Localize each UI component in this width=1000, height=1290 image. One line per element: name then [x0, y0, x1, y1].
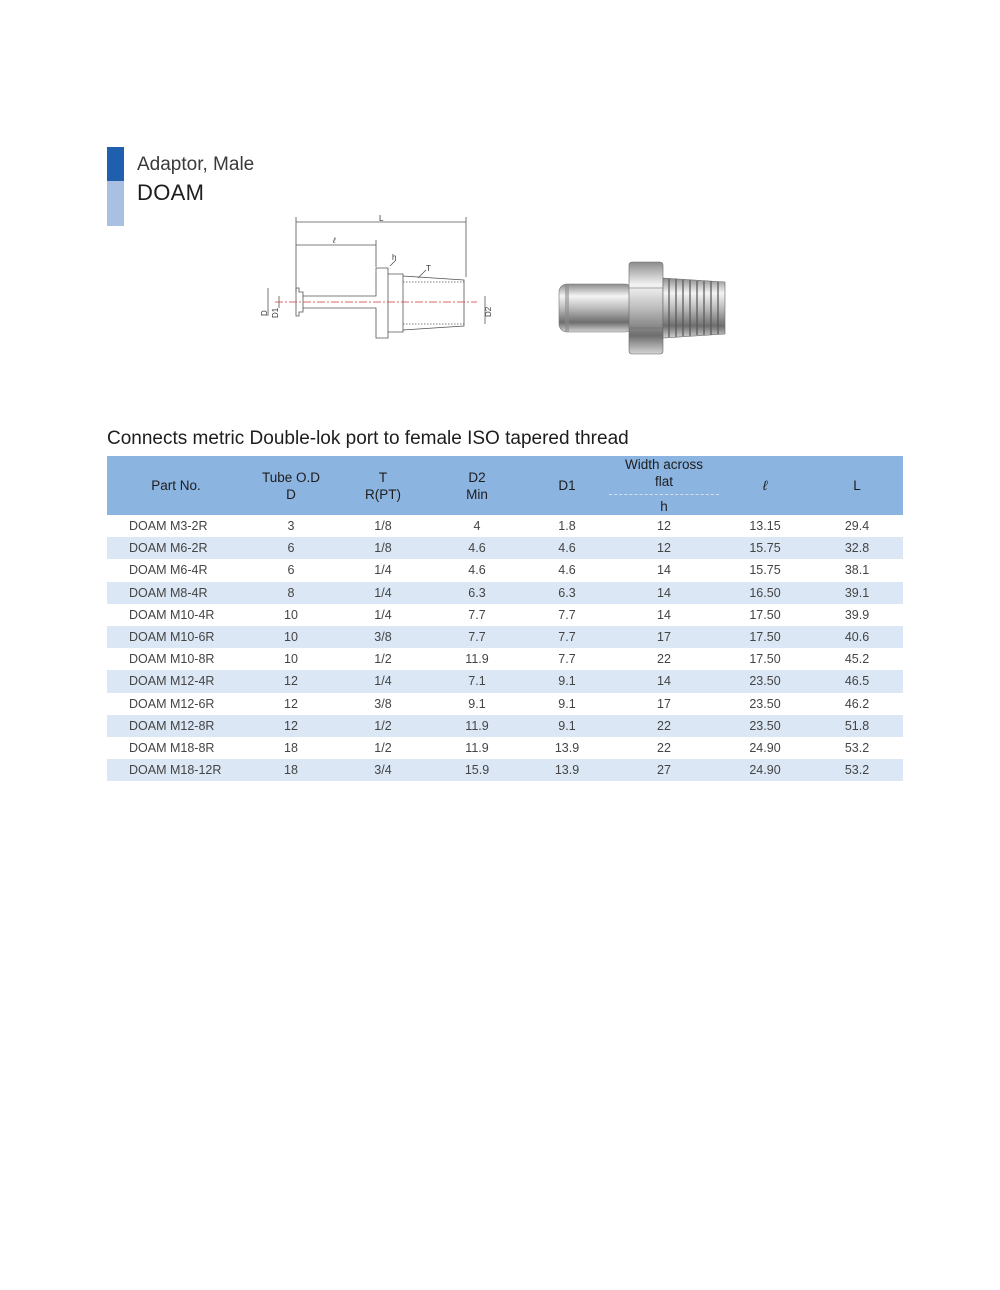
cell-d1: 4.6 — [525, 537, 609, 559]
cell-d2: 11.9 — [465, 740, 489, 755]
label-l: ℓ — [333, 236, 336, 245]
cell-d1: 9.1 — [558, 696, 576, 711]
section-description: Connects metric Double-lok port to female ISO tapered thread — [107, 428, 629, 449]
cell-tube-od: 10 — [284, 607, 298, 622]
fitting-outline — [296, 268, 464, 338]
header-t — [337, 456, 429, 515]
tube-stub — [559, 284, 633, 332]
table-row — [107, 626, 903, 648]
product-photo — [555, 258, 730, 358]
label-h: h — [392, 253, 397, 262]
table-row — [107, 715, 903, 737]
header-tube-od — [245, 456, 337, 515]
cell-width: 14 — [657, 563, 671, 578]
cell-l-small: 17.50 — [749, 652, 781, 667]
cell-part-no: DOAM M10-4R — [129, 607, 215, 622]
cell-t: 1/8 — [374, 519, 392, 534]
cell-l-small: 17.50 — [719, 626, 811, 648]
cell-tube-od: 10 — [245, 626, 337, 648]
cell-l-big: 53.2 — [844, 740, 870, 755]
table-row — [107, 670, 903, 692]
cell-t: 1/2 — [374, 652, 392, 667]
header-tube-od-label: Tube O.D — [261, 469, 321, 485]
cell-l-big: 53.2 — [811, 759, 903, 781]
header-l-small — [719, 456, 811, 515]
header-d2 — [429, 456, 525, 515]
cell-width: 17 — [609, 626, 719, 648]
cell-l-big: 40.6 — [811, 626, 903, 648]
cell-width: 12 — [609, 537, 719, 559]
header-l-big — [811, 456, 903, 515]
cell-l-big: 39.9 — [844, 607, 870, 622]
cell-tube-od: 10 — [284, 652, 298, 667]
cell-d2: 7.7 — [429, 626, 525, 648]
hex-body — [629, 262, 663, 354]
cell-l-big: 51.8 — [811, 715, 903, 737]
header-l-small-label: ℓ — [762, 478, 768, 493]
label-D2: D2 — [484, 306, 493, 317]
cell-l-small: 16.50 — [719, 582, 811, 604]
cell-width: 27 — [609, 759, 719, 781]
cell-d2: 15.9 — [429, 759, 525, 781]
cell-d2: 4 — [473, 519, 481, 534]
cell-t: 1/8 — [337, 537, 429, 559]
table-row — [107, 648, 903, 670]
table-row — [107, 537, 903, 559]
cell-width: 22 — [609, 715, 719, 737]
cell-d1: 1.8 — [558, 519, 576, 534]
cell-d1: 13.9 — [525, 759, 609, 781]
cell-d2: 7.1 — [429, 670, 525, 692]
cell-width: 14 — [609, 582, 719, 604]
header-d1 — [525, 456, 609, 515]
cell-t: 1/4 — [374, 563, 392, 578]
cell-tube-od: 12 — [284, 696, 298, 711]
header-width — [609, 456, 719, 515]
threaded-end — [663, 278, 725, 338]
cell-l-big: 45.2 — [844, 652, 870, 667]
cell-tube-od: 6 — [245, 537, 337, 559]
cell-l-small: 24.90 — [749, 740, 781, 755]
cell-d2: 4.6 — [429, 537, 525, 559]
header-d2-sub: Min — [466, 486, 488, 502]
cell-width: 22 — [657, 652, 671, 667]
cell-l-big: 39.1 — [811, 582, 903, 604]
cell-l-big: 29.4 — [844, 519, 870, 534]
cell-part-no: DOAM M12-6R — [129, 696, 215, 711]
label-D1: D1 — [271, 307, 280, 318]
cell-d1: 4.6 — [558, 563, 576, 578]
cell-d2: 11.9 — [429, 715, 525, 737]
table-row — [107, 515, 903, 537]
cell-l-big: 46.2 — [844, 696, 870, 711]
header-part-no-label: Part No. — [151, 478, 201, 493]
cell-l-small: 23.50 — [719, 715, 811, 737]
cell-t: 1/4 — [337, 582, 429, 604]
cell-part-no: DOAM M18-12R — [107, 759, 245, 781]
technical-drawing — [255, 212, 505, 372]
cell-tube-od: 12 — [245, 715, 337, 737]
cell-d1: 9.1 — [525, 715, 609, 737]
cell-l-small: 23.50 — [719, 670, 811, 692]
cell-tube-od: 6 — [287, 563, 295, 578]
cell-tube-od: 12 — [245, 670, 337, 692]
header-t-sub: R(PT) — [365, 486, 401, 502]
table-header-row — [107, 456, 903, 515]
cell-width: 14 — [609, 670, 719, 692]
cell-d1: 7.7 — [525, 626, 609, 648]
cell-width: 17 — [657, 696, 671, 711]
cell-d1: 13.9 — [554, 740, 580, 755]
cell-part-no: DOAM M6-4R — [129, 563, 208, 578]
cell-d1: 6.3 — [525, 582, 609, 604]
header-d2-label: D2 — [468, 469, 486, 485]
cell-t: 3/4 — [337, 759, 429, 781]
cell-width: 22 — [657, 740, 671, 755]
label-D: D — [260, 310, 269, 316]
table-row — [107, 737, 903, 759]
cell-l-small: 13.15 — [749, 519, 781, 534]
cell-d1: 7.7 — [558, 652, 576, 667]
label-T: T — [426, 264, 431, 273]
table-row — [107, 582, 903, 604]
cell-tube-od: 3 — [287, 519, 295, 534]
cell-tube-od: 18 — [245, 759, 337, 781]
cell-l-small: 15.75 — [719, 537, 811, 559]
cell-l-small: 23.50 — [749, 696, 781, 711]
cell-part-no: DOAM M10-8R — [129, 652, 215, 667]
cell-part-no: DOAM M3-2R — [129, 519, 208, 534]
cell-t: 1/4 — [374, 607, 392, 622]
cell-d2: 4.6 — [468, 563, 486, 578]
label-L: L — [379, 214, 384, 223]
cell-l-big: 32.8 — [811, 537, 903, 559]
cell-part-no: DOAM M6-2R — [107, 537, 245, 559]
cell-d1: 9.1 — [525, 670, 609, 692]
cell-t: 1/2 — [374, 740, 392, 755]
cell-t: 3/8 — [374, 696, 392, 711]
table-row — [107, 759, 903, 781]
cell-width: 12 — [657, 519, 671, 534]
header-t-label: T — [378, 469, 388, 485]
cell-l-big: 46.5 — [811, 670, 903, 692]
cell-part-no: DOAM M10-6R — [107, 626, 245, 648]
product-subtitle: Adaptor, Male — [137, 154, 255, 175]
cell-l-small: 24.90 — [719, 759, 811, 781]
cell-t: 1/2 — [337, 715, 429, 737]
cell-part-no: DOAM M12-4R — [107, 670, 245, 692]
cell-tube-od: 18 — [284, 740, 298, 755]
cell-t: 3/8 — [337, 626, 429, 648]
cell-d2: 7.7 — [468, 607, 486, 622]
cell-part-no: DOAM M8-4R — [107, 582, 245, 604]
cell-part-no: DOAM M18-8R — [129, 740, 215, 755]
header-tube-od-sub: D — [286, 486, 296, 502]
product-model: DOAM — [137, 180, 205, 205]
cell-l-big: 38.1 — [844, 563, 870, 578]
header-width-sub: h — [660, 499, 668, 514]
specification-table — [107, 456, 903, 781]
cell-t: 1/4 — [337, 670, 429, 692]
header-l-big-label: L — [853, 478, 861, 493]
table-row — [107, 604, 903, 626]
title-accent-bar-dark — [107, 147, 124, 181]
table-row — [107, 693, 903, 715]
cell-l-small: 15.75 — [749, 563, 781, 578]
cell-d2: 9.1 — [468, 696, 486, 711]
cell-d1: 7.7 — [558, 607, 576, 622]
table-row — [107, 559, 903, 581]
header-part-no — [107, 456, 245, 515]
header-width-label: Width across flat — [609, 456, 719, 495]
header-d1-label: D1 — [558, 478, 576, 493]
cell-part-no: DOAM M12-8R — [107, 715, 245, 737]
cell-d2: 11.9 — [465, 652, 489, 667]
cell-l-small: 17.50 — [749, 607, 781, 622]
cell-d2: 6.3 — [429, 582, 525, 604]
cell-tube-od: 8 — [245, 582, 337, 604]
cell-width: 14 — [657, 607, 671, 622]
title-accent-bar-light — [107, 181, 124, 226]
